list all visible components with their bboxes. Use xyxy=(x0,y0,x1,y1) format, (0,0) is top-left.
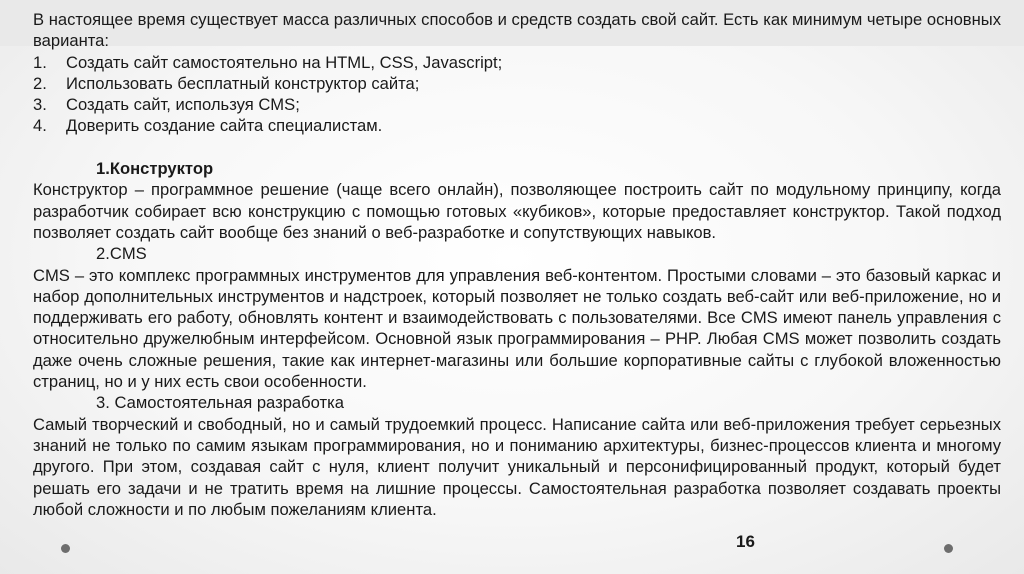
section-heading-cms: 2.CMS xyxy=(96,244,147,264)
list-item-text: Использовать бесплатный конструктор сайта; xyxy=(66,73,420,93)
list-item xyxy=(33,115,1001,136)
slide-text-body xyxy=(33,9,1001,520)
spacer xyxy=(33,137,1001,158)
left-dot-icon xyxy=(61,544,70,553)
list-item-number: 1. xyxy=(33,52,47,72)
list-item xyxy=(33,52,1001,73)
intro-paragraph: В настоящее время существует масса различных способов и средств создать свой сайт. Есть как минимум четыре основных варианта: xyxy=(33,10,1001,51)
list-item xyxy=(33,73,1001,94)
list-item-number: 4. xyxy=(33,116,47,136)
right-dot-icon xyxy=(944,544,953,553)
page-number: 16 xyxy=(736,532,755,551)
list-item-number: 3. xyxy=(33,95,47,115)
section-heading-self-development: 3. Самостоятельная разработка xyxy=(96,393,344,413)
list-item xyxy=(33,94,1001,115)
section-heading-constructor: 1.Конструктор xyxy=(96,159,214,179)
section-paragraph-self-development: Самый творческий и свободный, но и самый трудоемкий процесс. Написание сайта или веб-приложения требует серьезных знаний не только по самим языкам программирования, но и пониманию архитектуры, бизнес-процессов клиента и многому другого. При этом, создавая сайт с нуля, клиент получит уникальный и персонифицированный продукт, который будет решать его задачи и не тратить время на лишние процессы. Самостоятельная разработка позволяет создавать проекты любой сложности и по любым пожеланиям клиента. xyxy=(33,414,1001,519)
list-item-text: Создать сайт, используя CMS; xyxy=(66,95,300,115)
list-item-number: 2. xyxy=(33,73,47,93)
list-item-text: Создать сайт самостоятельно на HTML, CSS, Javascript; xyxy=(66,52,503,72)
options-list xyxy=(33,52,1001,137)
list-item-text: Доверить создание сайта специалистам. xyxy=(66,116,383,136)
section-paragraph-constructor: Конструктор – программное решение (чаще всего онлайн), позволяющее построить сайт по модульному принципу, когда разработчик собирает всю конструкцию с помощью готовых «кубиков», которые предоставляет конструктор. Такой подход позволяет создать сайт вообще без знаний о веб-разработке и сопутствующих навыков. xyxy=(33,180,1001,242)
section-paragraph-cms: CMS – это комплекс программных инструментов для управления веб-контентом. Простыми словами – это базовый каркас и набор дополнительных инструментов и надстроек, который позволяет не только создать веб-сайт или веб-приложение, но и поддерживать его работу, обновлять контент и взаимодействовать с пользователями. Все CMS имеют панель управления с относительно дружелюбным интерфейсом. Основной язык программирования – PHP. Любая CMS может позволить создать даже очень сложные решения, такие как интернет-магазины или большие корпоративные сайты с глубокой вложенностью страниц, но и у них есть свои особенности. xyxy=(33,265,1001,392)
